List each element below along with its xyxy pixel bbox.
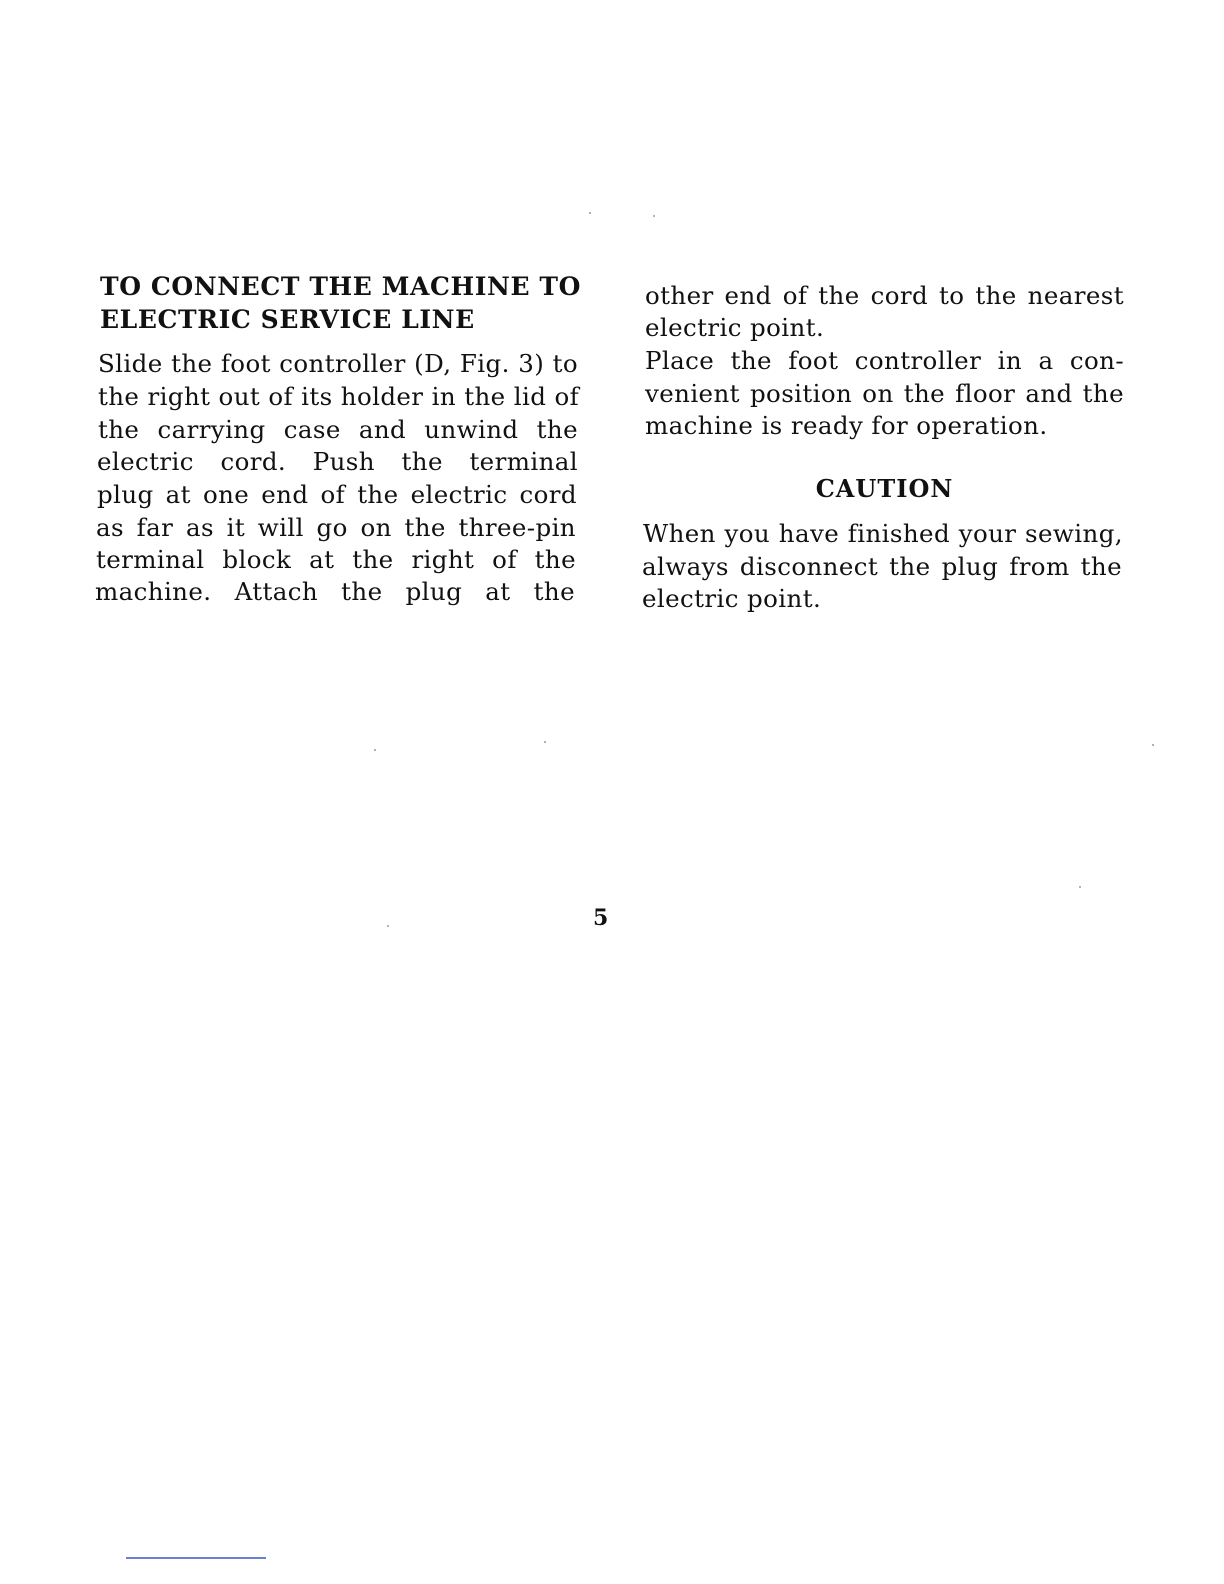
scan-speck <box>544 741 546 743</box>
caution-line: electric point. <box>642 584 822 613</box>
section-heading-line-1: TO CONNECT THE MACHINE TO <box>100 272 581 301</box>
scan-speck <box>1079 886 1081 888</box>
paragraph-line: Place the foot controller in a con- <box>645 346 1124 375</box>
paragraph-line: as far as it will go on the three-pin <box>96 513 576 542</box>
footer-rule <box>126 1557 266 1559</box>
paragraph-line: the right out of its holder in the lid of <box>98 382 580 411</box>
section-heading-line-2: ELECTRIC SERVICE LINE <box>100 305 475 334</box>
scan-speck <box>653 215 655 217</box>
caution-heading: CAUTION <box>815 474 954 503</box>
paragraph-line: terminal block at the right of the <box>96 545 576 574</box>
scan-speck <box>387 925 389 927</box>
scan-speck <box>1152 744 1154 746</box>
paragraph-line: machine is ready for operation. <box>645 411 1048 440</box>
paragraph-line: venient position on the floor and the <box>645 379 1124 408</box>
paragraph-line: plug at one end of the electric cord <box>97 480 577 509</box>
paragraph-line: electric point. <box>645 313 825 342</box>
scan-speck <box>374 749 376 751</box>
caution-line: When you have finished your sewing, <box>643 519 1123 548</box>
paragraph-line: electric cord. Push the terminal <box>97 447 578 476</box>
paragraph-line: other end of the cord to the nearest <box>645 281 1124 310</box>
page-number: 5 <box>593 905 609 931</box>
scan-speck <box>589 212 591 214</box>
paragraph-line: the carrying case and unwind the <box>98 415 578 444</box>
paragraph-line: Slide the foot controller (D, Fig. 3) to <box>98 349 578 378</box>
paragraph-line: machine. Attach the plug at the <box>95 577 575 606</box>
caution-line: always disconnect the plug from the <box>642 552 1122 581</box>
